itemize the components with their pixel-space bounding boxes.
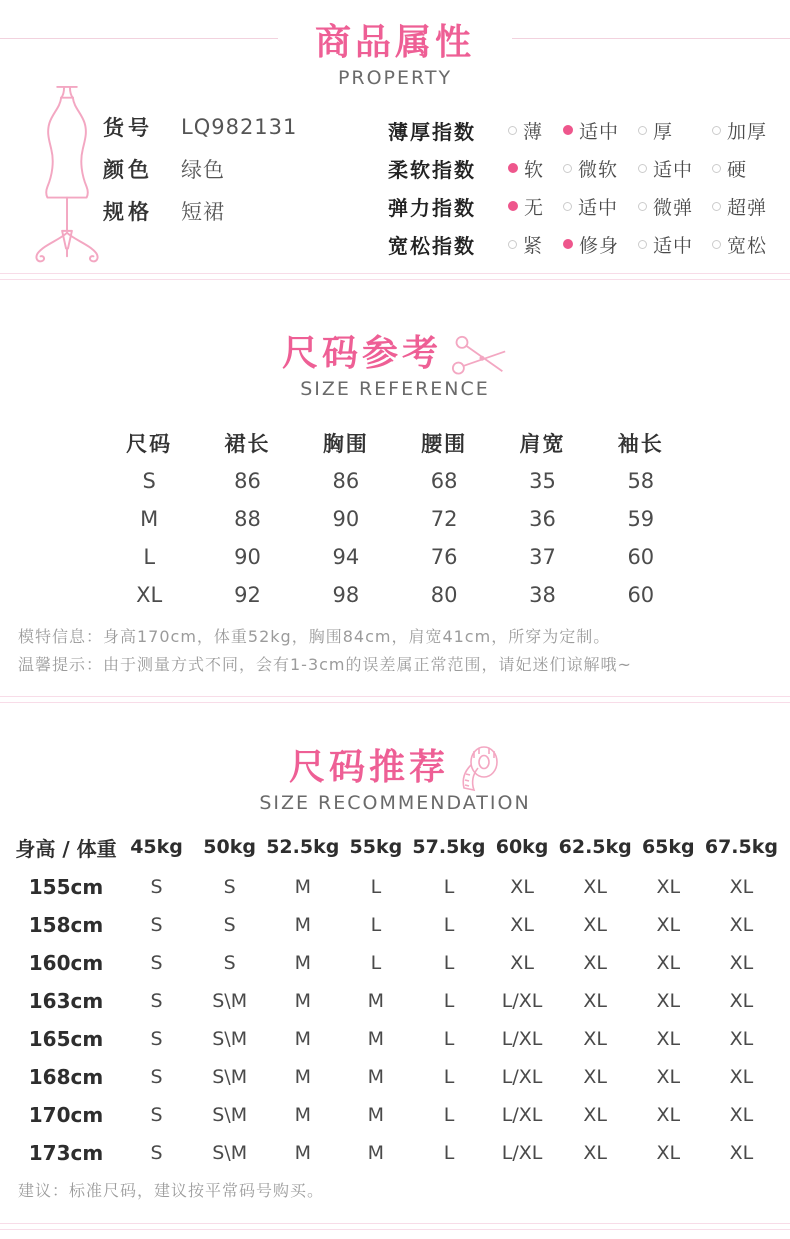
recommendation-cell: M [294,914,311,936]
size-table-row [100,500,690,538]
recommendation-cell: M [367,1066,385,1088]
recommendation-cell: S\M [212,990,248,1012]
recommendation-cell: L [443,914,455,936]
recommendation-header-cell: 62.5kg [558,836,632,858]
property-title: 商品属性 [314,22,475,63]
recommendation-header-cell: 67.5kg [704,836,778,858]
recommendation-cell: S [150,1028,163,1050]
recommendation-cell: 155cm [28,875,104,899]
recommendation-cell: L [443,1028,455,1050]
recommendation-cell: XL [510,876,534,898]
recommendation-cell: L [443,990,455,1012]
property-option-label: 适中 [653,234,694,257]
size-table-header-row [100,424,690,462]
recommendation-cell: XL [656,914,681,936]
recommendation-cell: L/XL [501,1066,543,1088]
recommendation-cell: M [294,1142,311,1164]
recommendation-cell: XL [510,952,534,974]
recommendation-cell: M [367,1142,385,1164]
radio-unselected-icon [508,126,517,135]
size-table-cell: 60 [627,583,655,607]
recommendation-cell: XL [729,1104,754,1126]
recommendation-cell: S [150,1142,163,1164]
property-option [712,231,790,258]
radio-unselected-icon [712,164,721,173]
size-table-cell: 36 [529,507,556,531]
property-option [563,155,638,182]
property-index-label: 薄厚指数 [388,119,476,144]
recommendation-cell: S [223,952,236,974]
recommendation-cell: L [370,914,382,936]
property-option-label: 微软 [578,158,619,181]
recommendation-cell: L [443,876,455,898]
measure-notice-text: 温馨提示：由于测量方式不同，会有1-3cm的误差属正常范围，请妃迷们谅解哦~ [18,655,632,674]
recommendation-cell: XL [729,1028,754,1050]
radio-unselected-icon [638,240,647,249]
size-recommendation-header [0,745,790,814]
info-field-label: 颜色 [103,158,153,182]
radio-selected-icon [508,201,518,211]
radio-unselected-icon [563,202,572,211]
recommendation-row [12,982,778,1020]
recommendation-cell: M [294,1104,311,1126]
size-table-cell: 90 [234,545,261,569]
recommendation-cell: S [223,876,236,898]
recommendation-cell: XL [583,990,608,1012]
property-option-label: 适中 [578,196,619,219]
recommendation-cell: XL [729,1066,754,1088]
property-section-header [0,22,790,89]
radio-unselected-icon [712,202,721,211]
radio-unselected-icon [712,240,721,249]
property-index-label: 宽松指数 [388,233,476,258]
size-table-header-cell: 胸围 [322,432,369,456]
radio-selected-icon [563,125,573,135]
recommendation-cell: 163cm [28,989,104,1013]
size-reference-table [100,424,690,614]
property-index-row [388,149,790,187]
size-reference-header [0,333,790,400]
recommendation-cell: M [294,1066,311,1088]
property-index-row [388,225,790,263]
size-recommendation-title: 尺码推荐 [288,747,449,788]
property-option-label: 修身 [579,234,620,257]
size-table-header-cell: 尺码 [126,432,173,456]
section-divider [0,1223,790,1230]
radio-unselected-icon [638,202,647,211]
recommendation-cell: XL [583,1028,608,1050]
size-table-cell: 35 [529,469,556,493]
radio-unselected-icon [712,126,721,135]
property-index-list [388,111,790,263]
size-table-cell: 68 [430,469,458,493]
recommendation-cell: S\M [212,1066,248,1088]
property-option [508,155,563,182]
property-option [638,193,712,220]
model-info-text: 模特信息：身高170cm，体重52kg，胸围84cm，肩宽41cm，所穿为定制。 [18,627,611,646]
recommendation-cell: S [150,876,163,898]
size-table-cell: 59 [627,507,655,531]
property-option [563,231,638,258]
recommendation-header-row [12,826,778,868]
recommendation-cell: L [443,1066,455,1088]
recommendation-row [12,868,778,906]
recommendation-cell: XL [656,952,681,974]
property-option [563,193,638,220]
recommendation-cell: S [150,1066,163,1088]
recommendation-cell: L [443,1104,455,1126]
size-reference-title: 尺码参考 [281,333,442,374]
size-table-cell: 86 [234,469,261,493]
size-table-cell: 72 [430,507,458,531]
size-table-cell: 98 [332,583,360,607]
recommendation-row [12,1020,778,1058]
info-field-value: 绿色 [181,158,225,182]
property-option-label: 加厚 [727,120,768,143]
recommendation-cell: 173cm [28,1141,104,1165]
measuring-tape-icon [459,745,501,793]
size-recommendation-table [12,826,778,1172]
property-option-label: 宽松 [727,234,768,257]
size-table-row [100,538,690,576]
section-divider [0,273,790,280]
recommendation-cell: 158cm [28,913,104,937]
recommendation-row [12,1134,778,1172]
recommendation-cell: XL [729,1142,754,1164]
size-table-cell: 58 [627,469,655,493]
recommendation-cell: L [443,952,455,974]
size-table-cell: M [140,507,159,531]
property-option [712,155,790,182]
recommendation-header-cell: 45kg [130,836,183,858]
property-option-label: 无 [524,196,545,219]
property-index-label: 柔软指数 [388,157,476,182]
recommendation-header-cell: 55kg [349,836,403,858]
size-table-header-cell: 肩宽 [519,432,566,456]
recommendation-cell: XL [583,1142,608,1164]
property-option [638,155,712,182]
size-table-cell: 88 [234,507,261,531]
recommendation-cell: M [367,1028,385,1050]
recommendation-cell: M [367,1104,385,1126]
recommendation-cell: 160cm [28,951,104,975]
recommendation-cell: L/XL [501,1028,543,1050]
recommendation-cell: XL [656,990,681,1012]
recommendation-header-cell: 50kg [203,836,256,858]
recommendation-cell: L/XL [501,1142,543,1164]
size-table-row [100,462,690,500]
property-option-label: 适中 [579,120,620,143]
recommendation-cell: L [370,876,382,898]
scissors-icon [449,333,510,382]
size-table-header-cell: 袖长 [617,432,664,456]
property-subtitle: PROPERTY [337,67,453,89]
size-table-cell: L [143,545,156,569]
recommendation-cell: M [294,1028,311,1050]
recommendation-cell: S [150,990,163,1012]
recommendation-cell: XL [656,1104,681,1126]
radio-unselected-icon [508,240,517,249]
property-option [508,117,563,144]
property-index-row [388,111,790,149]
size-recommendation-subtitle: SIZE RECOMMENDATION [259,792,531,814]
property-index-label: 弹力指数 [388,195,476,220]
recommendation-header-cell: 52.5kg [266,836,340,858]
recommendation-header-cell: 身高 / 体重 [15,836,117,861]
recommendation-header-cell: 60kg [495,836,549,858]
property-option-label: 薄 [523,120,544,143]
property-option [508,193,563,220]
recommendation-cell: XL [656,1066,681,1088]
recommendation-cell: S\M [212,1028,248,1050]
property-option [563,117,638,144]
recommendation-cell: S\M [212,1104,248,1126]
recommendation-cell: M [294,876,311,898]
property-option [638,231,712,258]
size-table-cell: 86 [332,469,360,493]
recommendation-cell: 168cm [28,1065,104,1089]
info-field-row [103,190,297,232]
property-option-label: 紧 [523,234,544,257]
dress-form-icon [20,84,115,270]
property-option [712,117,790,144]
recommendation-cell: XL [583,1066,608,1088]
size-table-cell: 80 [430,583,458,607]
property-option [508,231,563,258]
recommendation-cell: XL [510,914,534,936]
recommendation-cell: XL [729,876,754,898]
info-field-label: 货号 [103,116,153,140]
section-divider [0,696,790,703]
recommendation-cell: XL [583,876,608,898]
property-option-label: 厚 [653,120,674,143]
recommendation-cell: L [443,1142,455,1164]
recommendation-cell: L [370,952,382,974]
radio-unselected-icon [638,164,647,173]
property-option-label: 微弹 [653,196,694,219]
recommendation-cell: S [150,952,163,974]
size-table-header-cell: 裙长 [224,432,271,456]
info-field-value: 短裙 [181,200,225,224]
property-option-label: 硬 [727,158,748,181]
recommendation-cell: XL [729,914,754,936]
size-table-cell: S [142,469,156,493]
size-table-cell: 90 [332,507,360,531]
size-table-header-cell: 腰围 [421,432,468,456]
recommendation-cell: S [150,1104,163,1126]
property-option-label: 超弹 [727,196,768,219]
recommendation-cell: 170cm [28,1103,104,1127]
recommendation-row [12,944,778,982]
size-table-cell: XL [136,583,163,607]
size-advice-text: 建议：标准尺码，建议按平常码号购买。 [18,1181,325,1200]
size-table-row [100,576,690,614]
info-field-label: 规格 [103,200,153,224]
recommendation-cell: 165cm [28,1027,104,1051]
recommendation-header-cell: 57.5kg [412,836,486,858]
recommendation-cell: L/XL [501,990,543,1012]
recommendation-cell: XL [583,952,608,974]
recommendation-cell: M [294,952,311,974]
size-reference-subtitle: SIZE REFERENCE [300,378,490,400]
recommendation-cell: XL [656,1028,681,1050]
property-option [638,117,712,144]
radio-unselected-icon [563,164,572,173]
size-table-cell: 38 [529,583,556,607]
recommendation-cell: XL [583,914,608,936]
property-option [712,193,790,220]
recommendation-cell: XL [583,1104,608,1126]
property-option-label: 适中 [653,158,694,181]
size-table-cell: 37 [529,545,556,569]
size-table-cell: 76 [430,545,458,569]
recommendation-cell: L/XL [501,1104,543,1126]
recommendation-row [12,1096,778,1134]
recommendation-cell: S\M [212,1142,248,1164]
property-option-label: 软 [524,158,545,181]
recommendation-cell: M [367,990,385,1012]
recommendation-header-cell: 65kg [641,836,695,858]
size-table-cell: 60 [627,545,655,569]
recommendation-cell: S [150,914,163,936]
property-index-row [388,187,790,225]
recommendation-cell: M [294,990,311,1012]
recommendation-cell: XL [729,952,754,974]
recommendation-row [12,906,778,944]
info-field-value: LQ982131 [181,115,298,139]
info-field-row [103,106,297,148]
info-field-row [103,148,297,190]
radio-selected-icon [508,163,518,173]
size-table-cell: 94 [332,545,360,569]
size-table-cell: 92 [234,583,261,607]
recommendation-row [12,1058,778,1096]
radio-unselected-icon [638,126,647,135]
recommendation-cell: XL [729,990,754,1012]
recommendation-cell: XL [656,1142,681,1164]
product-info-fields [103,106,297,232]
radio-selected-icon [563,239,573,249]
recommendation-cell: S [223,914,236,936]
recommendation-cell: XL [656,876,681,898]
